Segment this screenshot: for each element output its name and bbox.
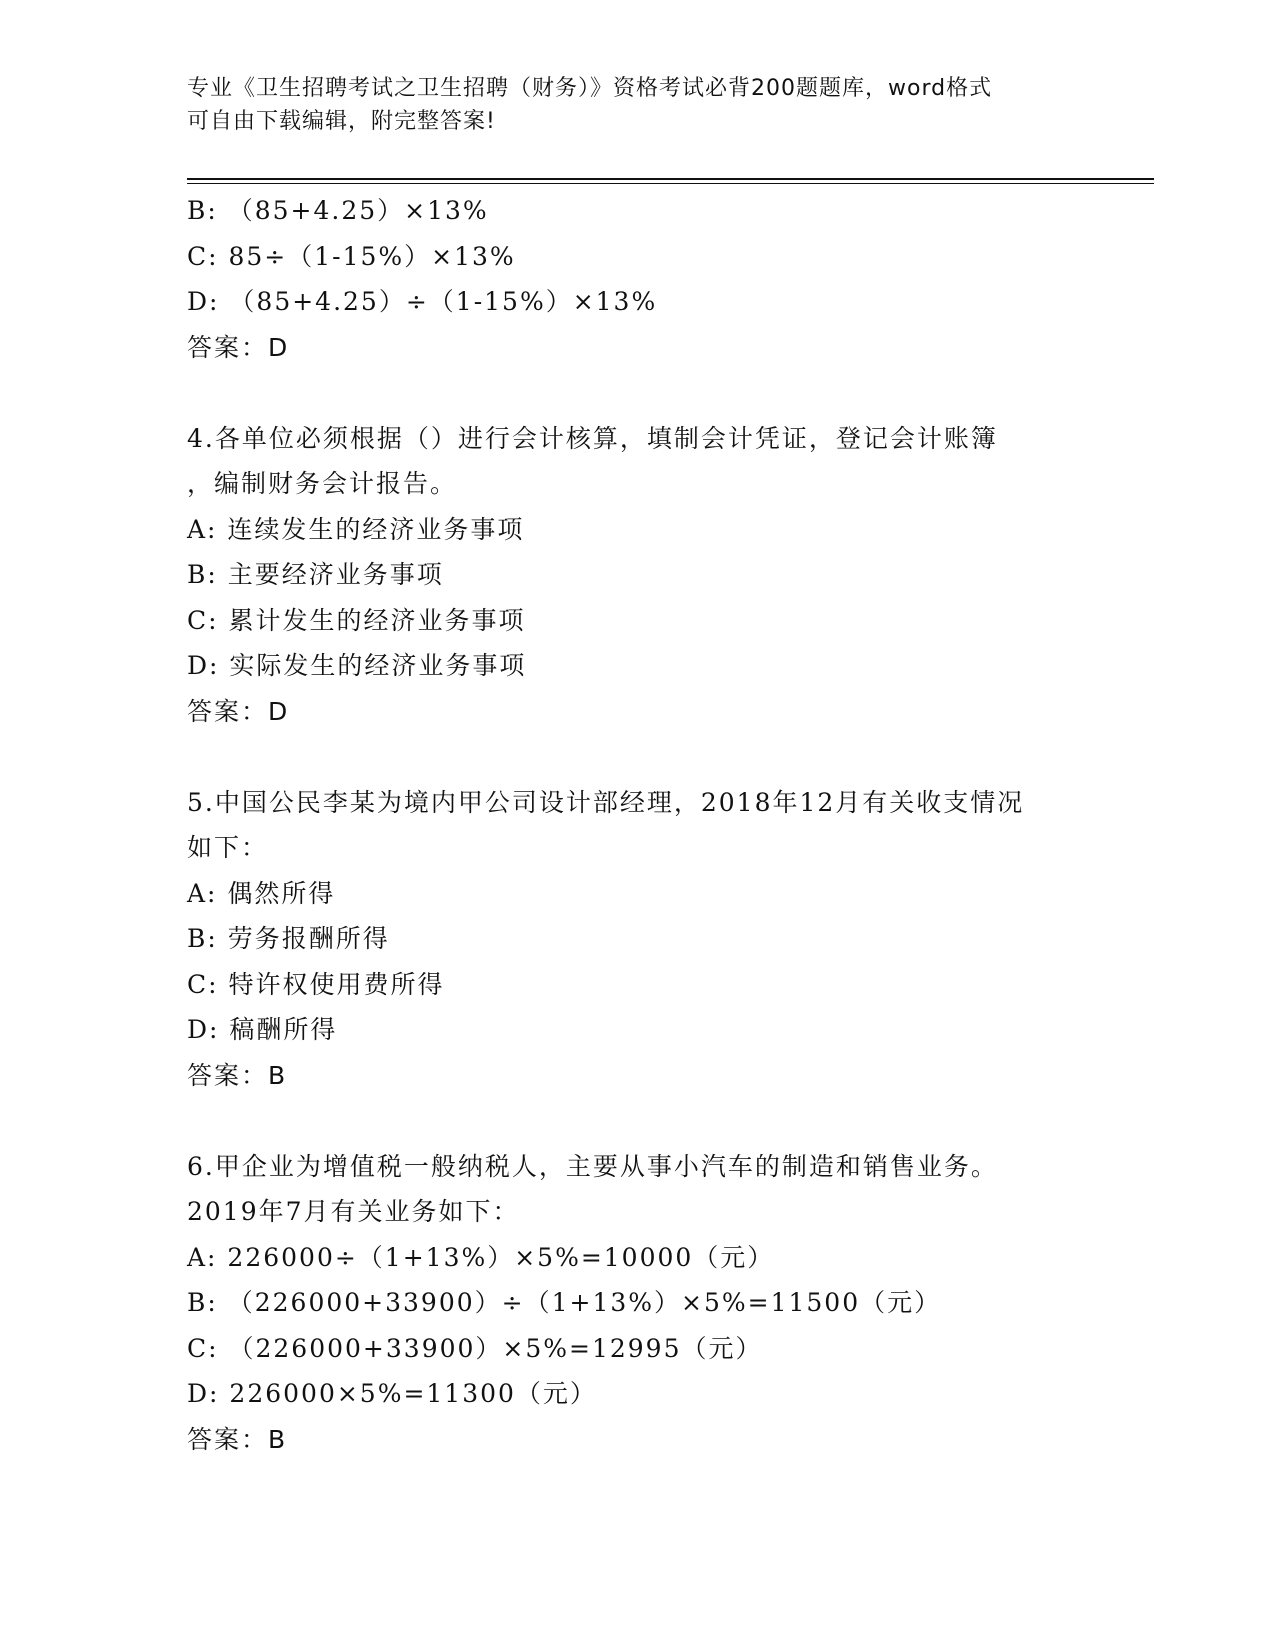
q5-option-c: C: 特许权使用费所得 <box>187 969 445 999</box>
q4-stem-line-2: ，编制财务会计报告。 <box>187 469 458 498</box>
question-6 <box>187 1144 1087 1463</box>
q4-option-c: C: 累计发生的经济业务事项 <box>187 605 526 635</box>
question-gap <box>187 1098 1087 1144</box>
q3-option-c: C: 85÷（1-15%）×13% <box>187 241 516 271</box>
q6-option-a: A: 226000÷（1+13%）×5%=10000（元） <box>187 1242 775 1272</box>
q3-option-d: D: （85+4.25）÷（1-15%）×13% <box>187 287 658 316</box>
q5-option-b: B: 劳务报酬所得 <box>187 924 390 953</box>
q5-option-d: D: 稿酬所得 <box>187 1015 338 1044</box>
q4-answer: 答案：D <box>187 696 290 726</box>
q4-option-b: B: 主要经济业务事项 <box>187 560 444 589</box>
question-gap <box>187 734 1087 780</box>
question-5 <box>187 780 1087 1099</box>
q5-stem-line-1: 5.中国公民李某为境内甲公司设计部经理，2018年12月有关收支情况 <box>187 787 1025 817</box>
q6-stem-line-1: 6.甲企业为增值税一般纳税人，主要从事小汽车的制造和销售业务。 <box>187 1151 998 1181</box>
q3-option-b: B: （85+4.25）×13% <box>187 196 489 225</box>
q4-option-d: D: 实际发生的经济业务事项 <box>187 651 527 680</box>
q5-option-a: A: 偶然所得 <box>187 878 336 908</box>
q5-answer: 答案：B <box>187 1060 288 1090</box>
q4-option-a: A: 连续发生的经济业务事项 <box>187 514 525 544</box>
question-3-continued <box>187 188 1087 370</box>
q6-option-c: C: （226000+33900）×5%=12995（元） <box>187 1333 763 1363</box>
question-list <box>187 188 1087 1462</box>
q5-stem-line-2: 如下： <box>187 833 269 862</box>
q6-option-d: D: 226000×5%=11300（元） <box>187 1379 597 1408</box>
q6-stem-line-2: 2019年7月有关业务如下： <box>187 1197 520 1226</box>
q3-answer: 答案：D <box>187 332 290 362</box>
question-gap <box>187 370 1087 416</box>
document-header <box>187 72 1087 138</box>
header-title-line-2: 可自由下载编辑，附完整答案! <box>187 109 496 134</box>
question-4 <box>187 416 1087 735</box>
q6-option-b: B: （226000+33900）÷（1+13%）×5%=11500（元） <box>187 1288 942 1317</box>
header-title-line-1: 专业《卫生招聘考试之卫生招聘（财务）》资格考试必背200题题库，word格式 <box>187 76 993 101</box>
q6-answer: 答案：B <box>187 1424 288 1454</box>
q4-stem-line-1: 4.各单位必须根据（）进行会计核算，填制会计凭证，登记会计账簿 <box>187 423 998 453</box>
header-divider <box>187 178 1154 184</box>
